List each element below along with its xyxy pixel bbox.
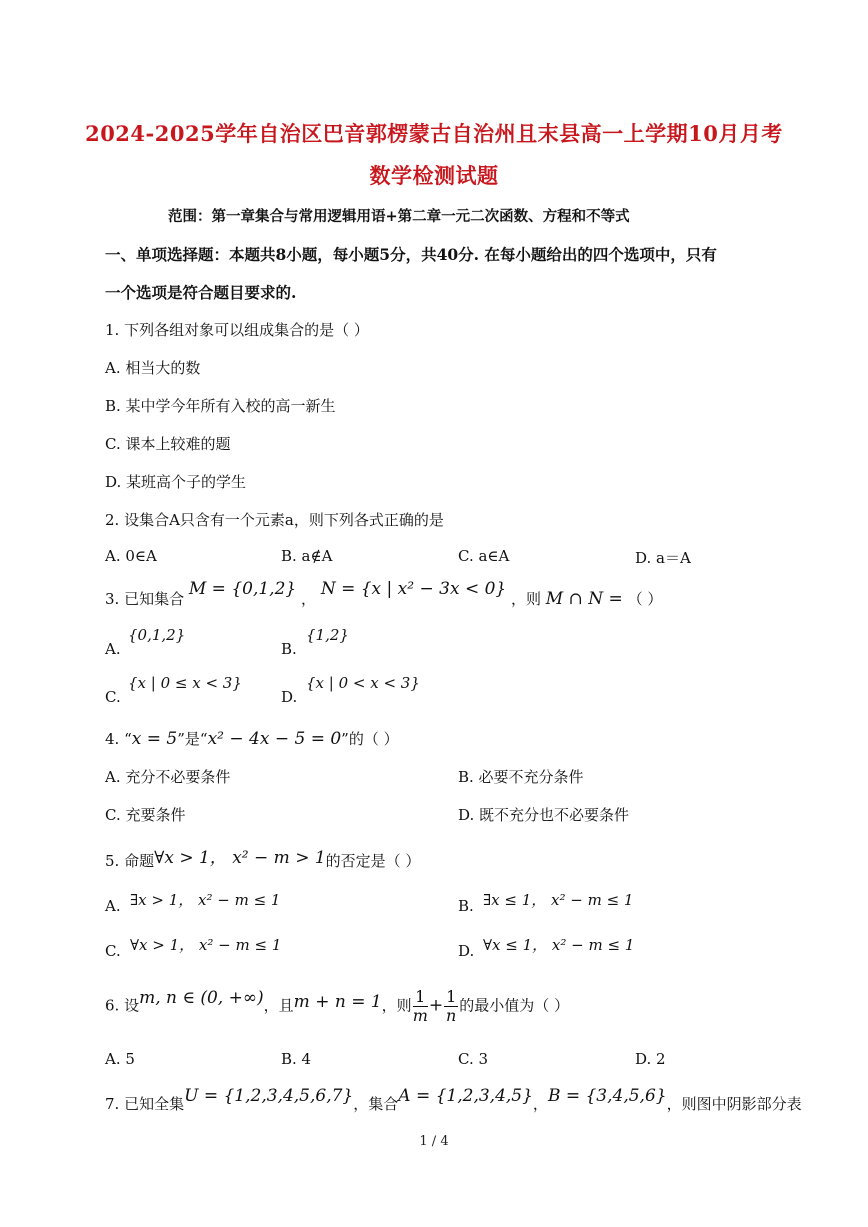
question-4-option-a: A. 充分不必要条件 — [105, 768, 231, 786]
question-1-option-a: A. 相当大的数 — [105, 359, 201, 377]
question-1-stem: 1. 下列各组对象可以组成集合的是（ ） — [105, 321, 369, 339]
question-7-set-b: B = {3,4,5,6} — [547, 1086, 667, 1106]
question-6-option-a: A. 5 — [105, 1050, 135, 1068]
page-number: 1 / 4 — [419, 1134, 449, 1149]
section-heading-line2: 一个选项是符合题目要求的. — [105, 283, 297, 302]
question-6-then: ，则 — [381, 996, 412, 1015]
question-5-option-c-value: ∀x > 1， x² − m ≤ 1 — [130, 936, 282, 954]
question-7-mid: ，集合 — [353, 1095, 399, 1113]
question-3-set-m: M = {0,1,2} — [188, 579, 297, 599]
question-3-option-c-label: C. — [105, 688, 121, 706]
question-4-option-b: B. 必要不充分条件 — [458, 768, 584, 786]
question-6-option-c: C. 3 — [458, 1050, 489, 1068]
question-4-condition-2: x² − 4x − 5 = 0 — [207, 729, 342, 749]
question-1-option-c: C. 课本上较难的题 — [105, 435, 231, 453]
question-6-mid: ，且 — [263, 996, 294, 1015]
question-6-prefix: 6. 设 — [105, 996, 140, 1015]
question-4-mid: ”是“ — [177, 730, 208, 748]
fraction-1-denominator: m — [412, 1006, 428, 1025]
question-3-suffix: ，则 — [511, 590, 542, 608]
question-5-option-b-label: B. — [458, 897, 474, 915]
question-6-plus: + — [428, 995, 444, 1016]
question-5-stem — [105, 846, 420, 871]
question-3-intersection: M ∩ N = — [545, 589, 623, 609]
question-6-suffix: 的最小值为（ ） — [459, 996, 570, 1015]
question-3-option-b-label: B. — [281, 640, 297, 658]
question-4-condition-1: x = 5 — [131, 729, 178, 749]
question-3-option-d-value: {x | 0 < x < 3} — [306, 674, 420, 692]
fraction-1-numerator: 1 — [413, 988, 428, 1007]
question-5-option-a-value: ∃x > 1， x² − m ≤ 1 — [130, 891, 281, 909]
question-4-stem — [105, 728, 399, 749]
question-3-option-a-value: {0,1,2} — [128, 626, 186, 644]
question-7-prefix: 7. 已知全集 — [105, 1095, 185, 1113]
fraction-2-numerator: 1 — [446, 987, 457, 1006]
document-title-line1: 2024-2025学年自治区巴音郭楞蒙古自治州且末县高一上学期10月月考 — [85, 121, 783, 146]
question-7-comma: ， — [532, 1095, 548, 1113]
question-3-option-b-value: {1,2} — [306, 626, 349, 644]
question-6-condition: m, n ∈ (0, +∞) — [139, 987, 264, 1008]
question-1-option-d: D. 某班高个子的学生 — [105, 473, 247, 491]
question-7-stem — [105, 1086, 802, 1114]
question-5-option-c-label: C. — [105, 942, 121, 960]
question-5-option-b-value: ∃x ≤ 1， x² − m ≤ 1 — [483, 891, 634, 909]
question-2-option-c: C. a∈A — [458, 547, 510, 565]
question-6-option-b: B. 4 — [281, 1050, 312, 1068]
section-heading-line1: 一、单项选择题：本题共8小题，每小题5分，共40分. 在每小题给出的四个选项中，只有 — [105, 245, 717, 264]
question-3-option-d-label: D. — [281, 688, 298, 706]
question-3-comma: ， — [301, 590, 317, 608]
question-5-proposition: ∀x > 1， x² − m > 1 — [154, 848, 326, 868]
question-2-option-d: D. a＝A — [635, 549, 691, 567]
question-4-suffix: ”的（ ） — [341, 730, 399, 748]
question-6-option-d: D. 2 — [635, 1050, 666, 1068]
question-6-sum: m + n = 1 — [293, 991, 382, 1012]
document-title-line2: 数学检测试题 — [369, 163, 499, 188]
question-1-option-b: B. 某中学今年所有入校的高一新生 — [105, 397, 336, 415]
question-6-fraction-2 — [444, 988, 458, 1025]
fraction-2-denominator: n — [446, 1006, 457, 1025]
question-3-paren: （ ） — [627, 590, 663, 608]
question-3-stem — [105, 579, 663, 609]
question-5-option-d-label: D. — [458, 942, 475, 960]
question-2-stem: 2. 设集合A只含有一个元素a，则下列各式正确的是 — [105, 511, 444, 529]
question-3-prefix: 3. 已知集合 — [105, 590, 185, 608]
question-7-suffix: ，则图中阴影部分表 — [666, 1095, 802, 1113]
question-2-option-a: A. 0∈A — [105, 547, 157, 565]
question-4-option-c: C. 充要条件 — [105, 806, 186, 824]
question-5-suffix: 的否定是（ ） — [325, 852, 421, 870]
question-7-set-a: A = {1,2,3,4,5} — [398, 1086, 533, 1106]
question-5-option-a-label: A. — [105, 897, 121, 915]
question-4-option-d: D. 既不充分也不必要条件 — [458, 806, 630, 824]
question-5-prefix: 5. 命题 — [105, 852, 155, 870]
question-3-option-c-value: {x | 0 ≤ x < 3} — [128, 674, 242, 692]
question-3-option-a-label: A. — [105, 640, 121, 658]
question-6-stem — [105, 988, 569, 1025]
question-6-fraction-1 — [413, 988, 428, 1025]
question-7-universal-set: U = {1,2,3,4,5,6,7} — [184, 1086, 354, 1106]
question-3-set-n: N = {x | x² − 3x < 0} — [320, 579, 507, 599]
scope-line: 范围：第一章集合与常用逻辑用语+第二章一元二次函数、方程和不等式 — [168, 208, 630, 225]
question-5-option-d-value: ∀x ≤ 1， x² − m ≤ 1 — [483, 936, 635, 954]
question-2-option-b: B. a∉A — [281, 547, 333, 565]
question-4-prefix: 4. “ — [105, 730, 132, 748]
